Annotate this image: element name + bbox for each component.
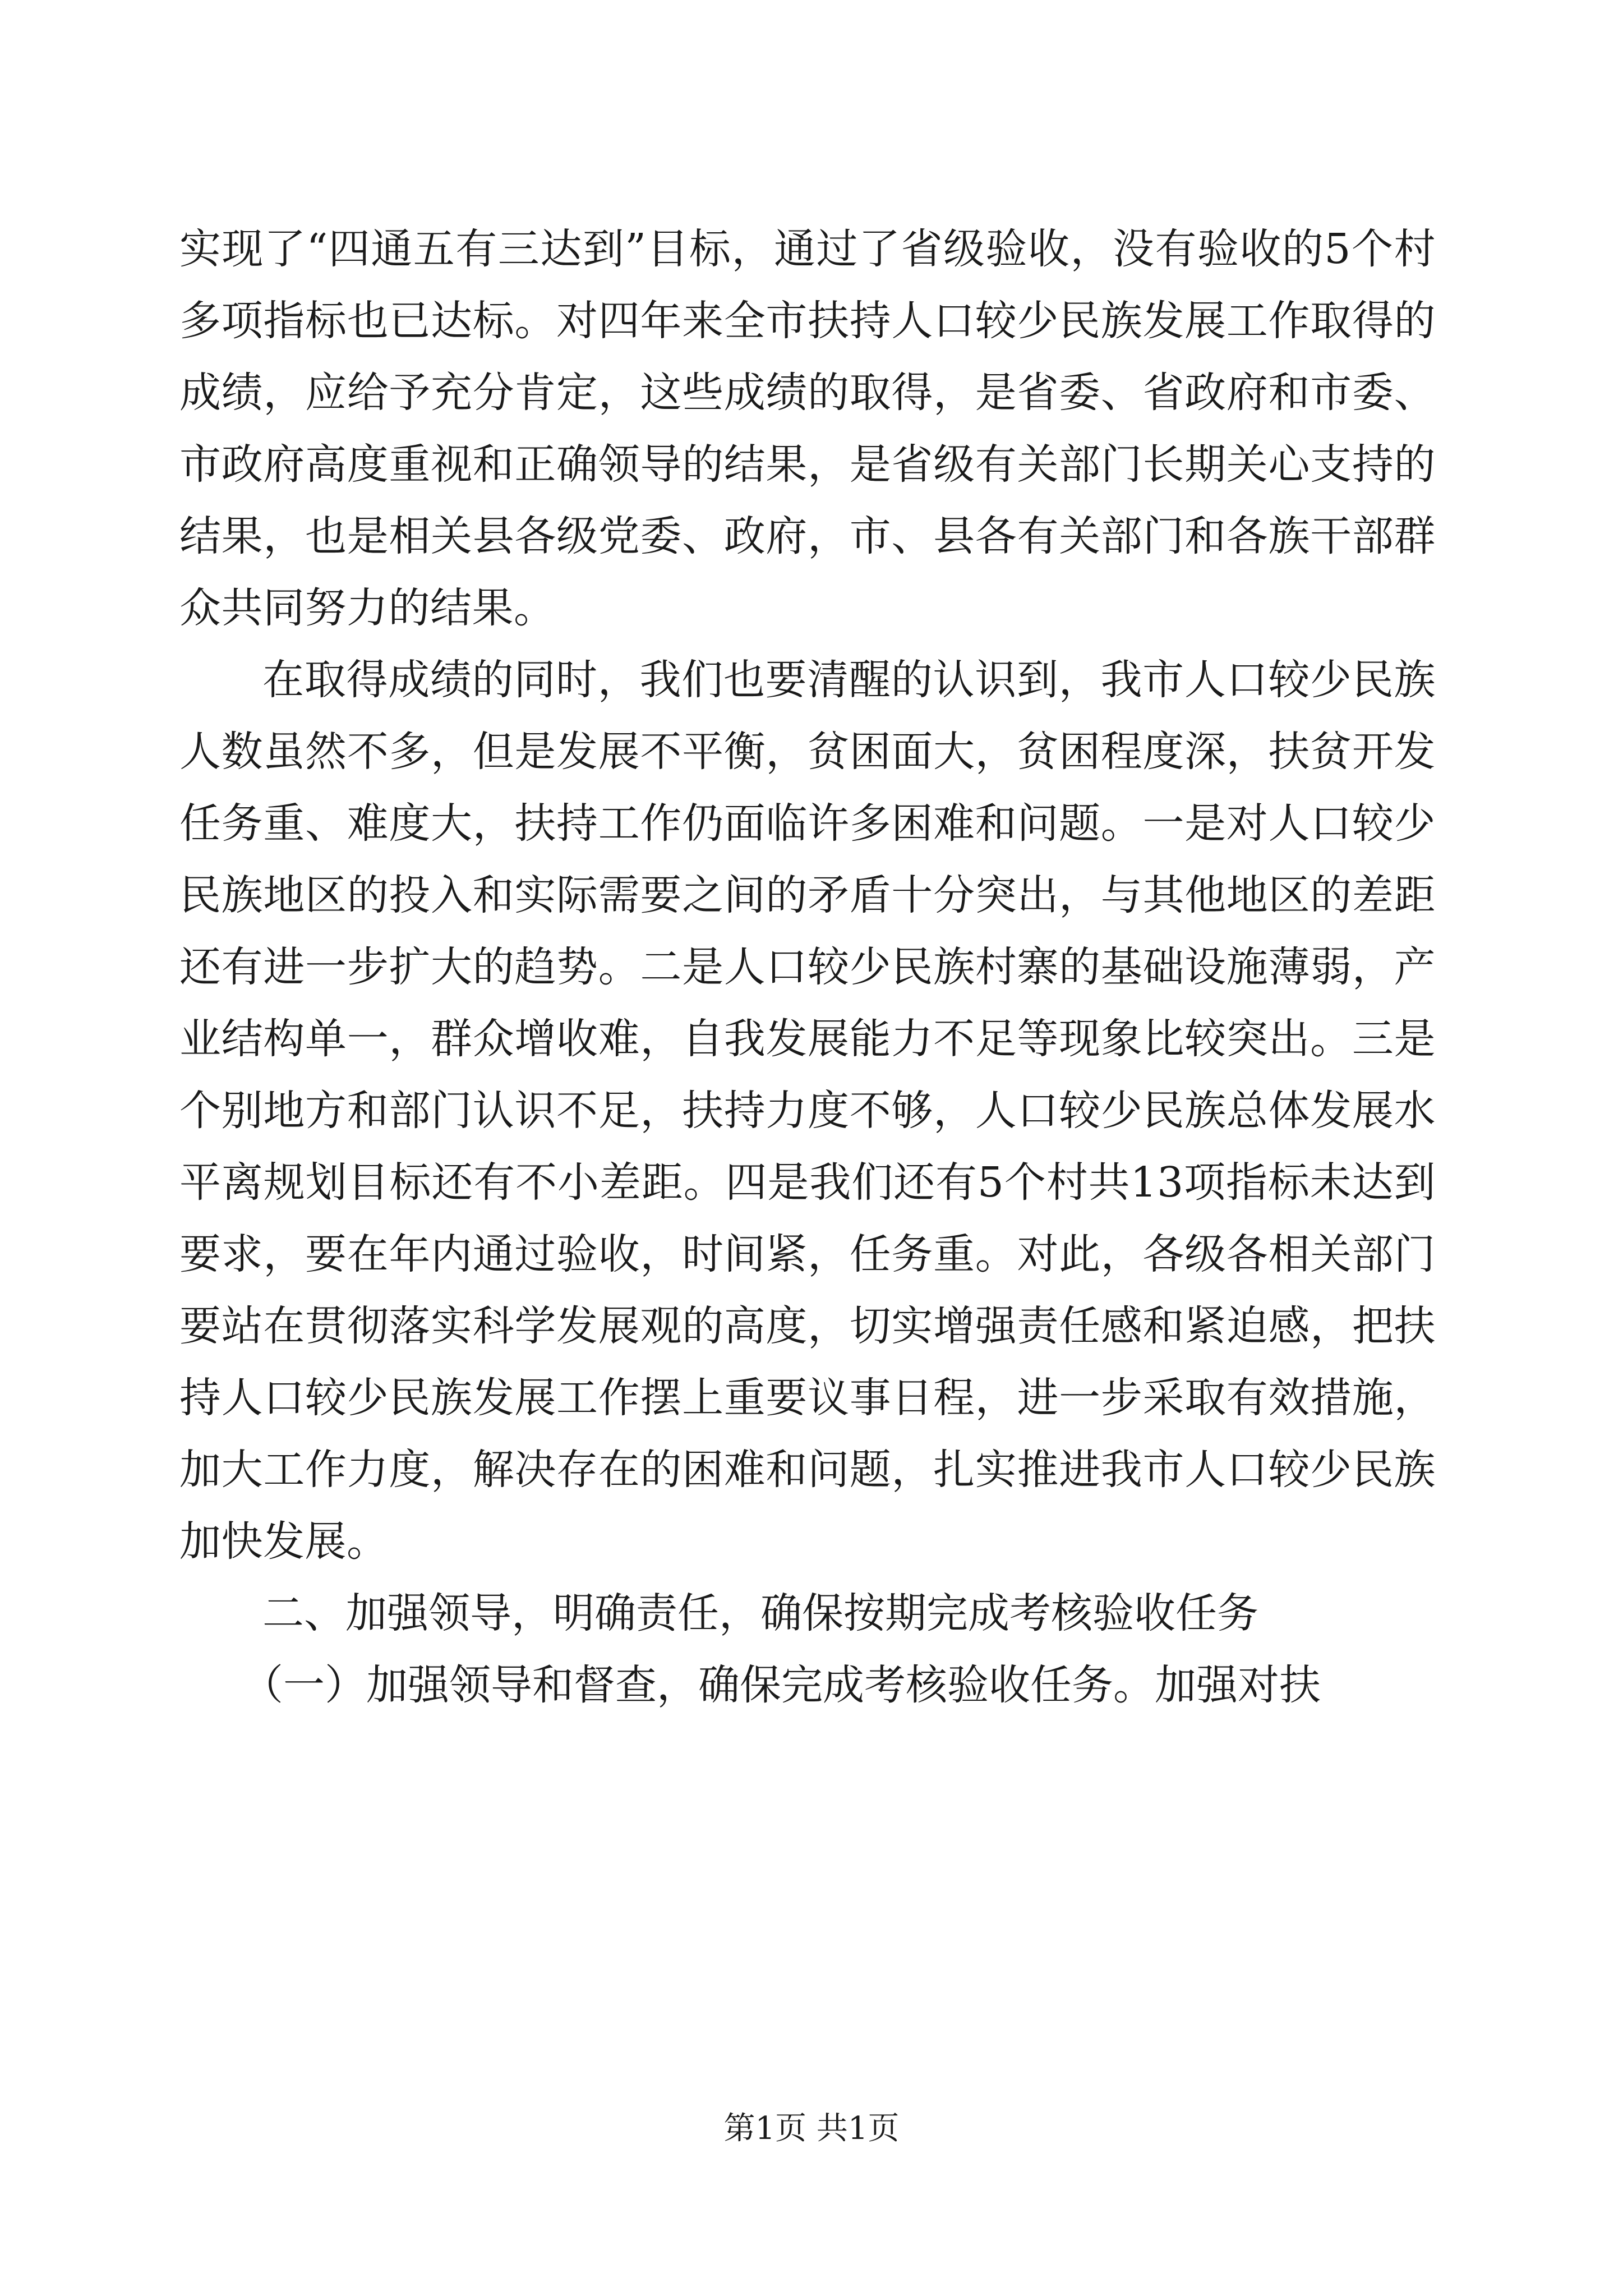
paragraph-problems: 在取得成绩的同时，我们也要清醒的认识到，我市人口较少民族人数虽然不多，但是发展不平衡，贫困面大，贫困程度深，扶贫开发任务重、难度大，扶持工作仍面临许多困难和问题。一是对人口较少民族地区的投入和实际需要之间的矛盾十分突出，与其他地区的差距还有进一步扩大的趋势。二是人口较少民族村寨的基础设施薄弱，产业结构单一，群众增收难，自我发展能力不足等现象比较突出。三是个别地方和部门认识不足，扶持力度不够，人口较少民族总体发展水平离规划目标还有不小差距。四是我们还有5个村共13项指标未达到要求，要在年内通过验收，时间紧，任务重。对此，各级各相关部门要站在贯彻落实科学发展观的高度，切实增强责任感和紧迫感，把扶持人口较少民族发展工作摆上重要议事日程，进一步采取有效措施，加大工作力度，解决存在的困难和问题，扎实推进我市人口较少民族加快发展。 [179, 656, 1436, 1566]
subsection-heading: （一）加强领导和督查，确保完成考核验收任务。加强对扶 [242, 1661, 1321, 1709]
page-footer: 第1页 共1页 [723, 2110, 900, 2147]
document-body [179, 213, 1436, 1721]
paragraph-continuation: 实现了“四通五有三达到”目标，通过了省级验收，没有验收的5个村多项指标也已达标。对四年来全市扶持人口较少民族发展工作取得的成绩，应给予充分肯定，这些成绩的取得，是省委、省政府和市委、市政府高度重视和正确领导的结果，是省级有关部门长期关心支持的结果，也是相关县各级党委、政府，市、县各有关部门和各族干部群众共同努力的结果。 [179, 225, 1436, 632]
section-heading: 二、加强领导，明确责任，确保按期完成考核验收任务 [262, 1589, 1258, 1637]
